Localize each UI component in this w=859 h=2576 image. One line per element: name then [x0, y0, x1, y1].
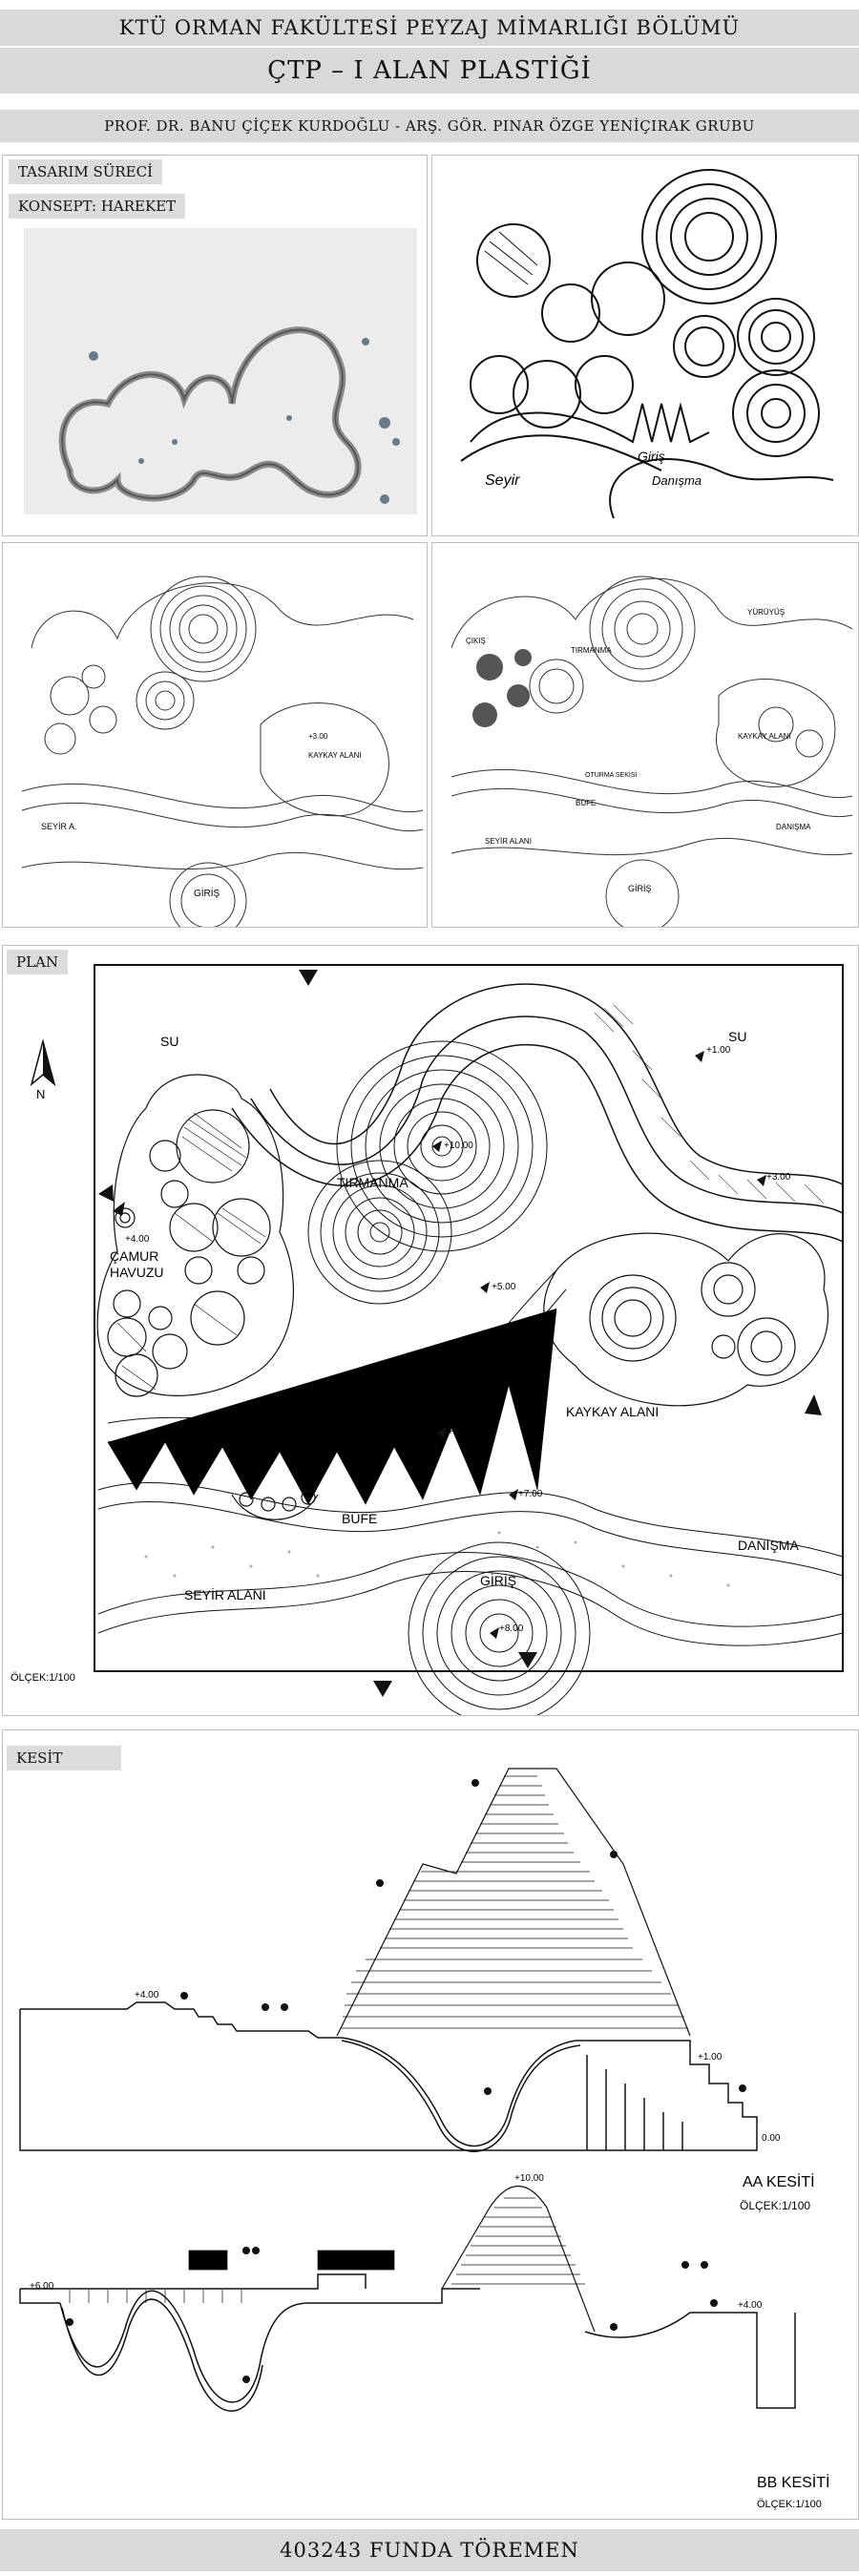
plan-title: PLAN	[7, 950, 68, 974]
bb-mound	[442, 2187, 595, 2333]
plan-label-su-left: SU	[160, 1034, 179, 1049]
aa-section-scale: ÖLÇEK:1/100	[740, 2199, 811, 2212]
process-panel-1	[2, 155, 428, 536]
process-panel-4	[431, 542, 859, 928]
process-panel-3	[2, 542, 428, 928]
concept-model-image	[3, 156, 427, 535]
plan-label-havuzu: HAVUZU	[110, 1265, 164, 1280]
panel4-label-yuruyus: YÜRÜYÜŞ	[747, 608, 786, 617]
plan-label-camur: ÇAMUR	[110, 1248, 159, 1264]
draft-plan-sketch	[3, 543, 427, 927]
concept-label: KONSEPT: HAREKET	[9, 194, 185, 219]
plan-level-l4: +4.00	[125, 1234, 150, 1245]
panel3-label-giris: GİRİŞ	[194, 889, 220, 899]
process-title: TASARIM SÜRECİ	[9, 159, 162, 184]
detailed-plan-sketch	[432, 543, 858, 927]
plan-level-l10: +10.00	[444, 1141, 473, 1151]
section-title: KESİT	[7, 1746, 121, 1770]
panel3-label-kaykay: KAYKAY ALANI	[308, 751, 362, 760]
sketch-label-giris: Giriş	[638, 449, 665, 464]
panel4-label-giris: GİRİŞ	[628, 884, 652, 893]
plan-level-l5: +5.00	[492, 1282, 516, 1292]
panel4-label-tirmanma: TIRMANMA	[571, 646, 612, 655]
plan-level-l7: +7.00	[518, 1489, 543, 1499]
bb-level-peak: +10.00	[514, 2173, 544, 2184]
plan-label-tirmanma: TIRMANMA	[337, 1175, 409, 1190]
bb-section-drawing	[20, 2274, 795, 2411]
plan-scale: ÖLÇEK:1/100	[10, 1672, 75, 1684]
plan-label-bufe: BÜFE	[342, 1511, 378, 1526]
aa-level-top: +4.00	[135, 1990, 159, 2000]
process-panel-2	[431, 155, 859, 536]
plan-level-l6: +6.00	[448, 1427, 472, 1437]
panel4-label-danisma: DANIŞMA	[776, 823, 811, 831]
sketch-label-danisma: Danışma	[652, 473, 702, 488]
bb-level-left: +6.00	[30, 2281, 54, 2292]
aa-section-drawing	[20, 2002, 757, 2151]
north-arrow-icon	[31, 1041, 54, 1084]
plan-label-danisma: DANIŞMA	[738, 1538, 799, 1553]
aa-mound	[337, 1769, 690, 2036]
student-name: 403243 FUNDA TÖREMEN	[0, 2529, 859, 2571]
sketch-label-seyir: Seyir	[485, 472, 520, 489]
department-title: KTÜ ORMAN FAKÜLTESİ PEYZAJ MİMARLIĞI BÖLÜMÜ	[0, 10, 859, 46]
panel4-label-oturma: OTURMA SEKİSİ	[585, 772, 638, 779]
bb-section-title: BB KESİTİ	[757, 2475, 830, 2491]
plan-label-giris: GİRİŞ	[480, 1573, 517, 1588]
bb-level-right: +4.00	[738, 2300, 763, 2311]
concept-sketch	[432, 156, 858, 535]
instructors-line: PROF. DR. BANU ÇİÇEK KURDOĞLU - ARŞ. GÖR. PINAR ÖZGE YENİÇIRAK GRUBU	[0, 110, 859, 142]
aa-level-mid: +1.00	[698, 2052, 723, 2063]
panel4-label-bufe: BÜFE	[576, 799, 597, 807]
panel3-label-seyir: SEYİR A.	[41, 822, 77, 831]
plan-level-l3: +3.00	[766, 1172, 791, 1183]
plan-panel	[2, 945, 859, 1716]
north-label: N	[36, 1087, 46, 1101]
site-plan	[3, 946, 858, 1715]
sections-drawing	[3, 1730, 858, 2519]
panel4-label-seyir: SEYİR ALANI	[485, 837, 532, 846]
panel4-label-cikis: ÇIKIŞ	[466, 637, 486, 645]
bb-section-scale: ÖLÇEK:1/100	[757, 2499, 822, 2510]
panel3-label-level: +3.00	[308, 732, 328, 741]
plan-label-seyir: SEYİR ALANI	[184, 1587, 266, 1602]
course-title: ÇTP – I ALAN PLASTİĞİ	[0, 48, 859, 94]
panel4-label-kaykay: KAYKAY ALANI	[738, 732, 791, 741]
plan-label-kaykay: KAYKAY ALANI	[566, 1404, 660, 1419]
plan-label-su-right: SU	[728, 1029, 747, 1044]
plan-level-l8: +8.00	[499, 1623, 524, 1634]
aa-section-title: AA KESİTİ	[743, 2174, 815, 2190]
plan-level-l1: +1.00	[706, 1045, 731, 1056]
section-panel	[2, 1729, 859, 2520]
aa-level-low: 0.00	[762, 2133, 781, 2144]
